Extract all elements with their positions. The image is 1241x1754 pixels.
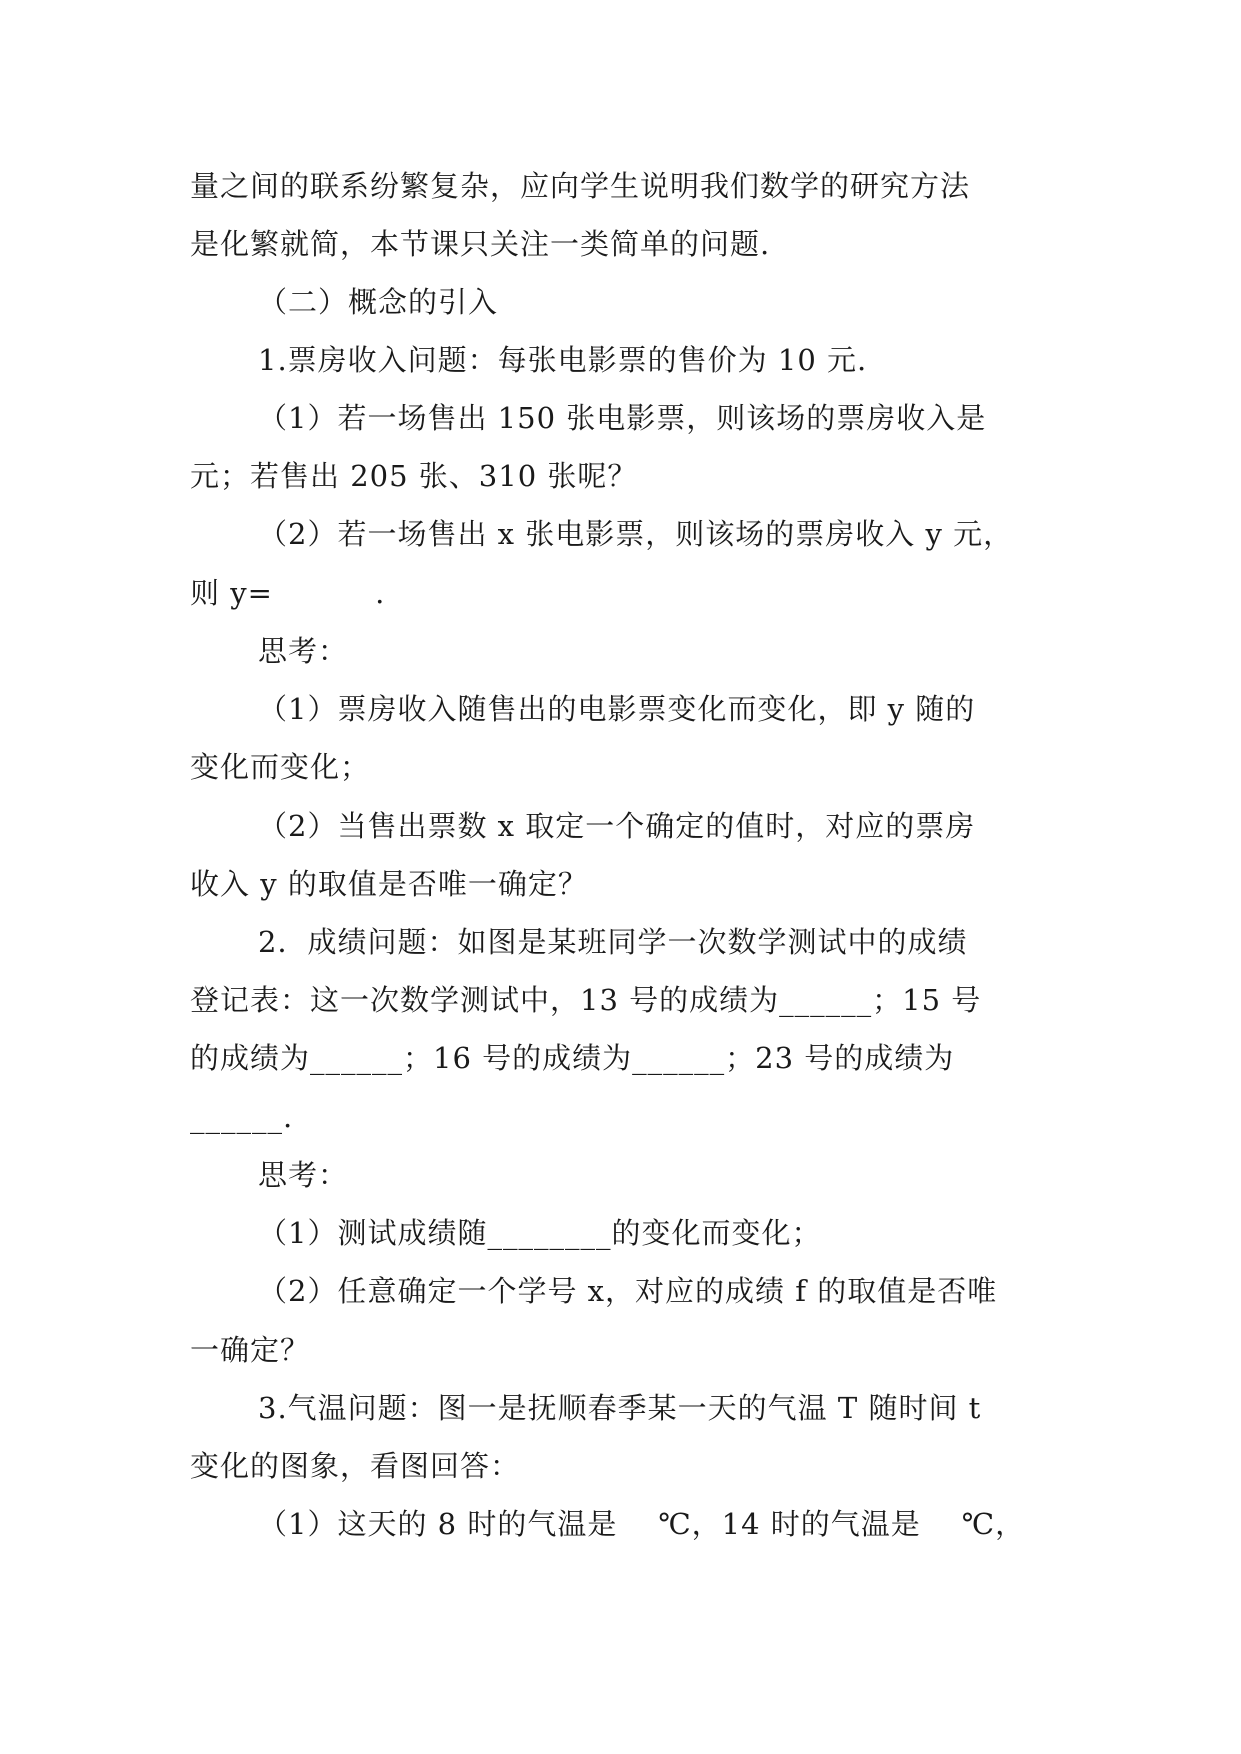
text-line: （1）测试成绩随________的变化而变化； — [258, 1216, 822, 1250]
problem-heading: 1.票房收入问题：每张电影票的售价为 10 元. — [258, 343, 868, 377]
problem-heading: 3.气温问题：图一是抚顺春季某一天的气温 T 随时间 t — [258, 1391, 982, 1425]
text-line: 则 y= . — [190, 576, 386, 610]
text-line: （2）若一场售出 x 张电影票，则该场的票房收入 y 元， — [258, 517, 1014, 551]
text-line: （1）票房收入随售出的电影票变化而变化，即 y 随的 — [258, 692, 976, 726]
text-line: 元；若售出 205 张、310 张呢？ — [190, 459, 638, 493]
text-line: 的成绩为______；16 号的成绩为______；23 号的成绩为 — [190, 1041, 955, 1075]
text-line: 量之间的联系纷繁复杂，应向学生说明我们数学的研究方法 — [190, 169, 971, 203]
text-line: 收入 y 的取值是否唯一确定？ — [190, 867, 588, 901]
text-line: 一确定？ — [190, 1333, 311, 1367]
think-heading: 思考： — [258, 634, 349, 668]
text-line: （1）若一场售出 150 张电影票，则该场的票房收入是 — [258, 401, 987, 435]
text-line: ______. — [190, 1100, 294, 1134]
text-line: 是化繁就简，本节课只关注一类简单的问题. — [190, 227, 771, 261]
text-line: 变化而变化； — [190, 750, 371, 784]
think-heading: 思考： — [258, 1158, 349, 1192]
text-line: （2）任意确定一个学号 x，对应的成绩 f 的取值是否唯 — [258, 1274, 998, 1308]
section-heading: （二）概念的引入 — [258, 285, 499, 319]
text-line: 登记表：这一次数学测试中，13 号的成绩为______；15 号 — [190, 983, 982, 1017]
text-line: （2）当售出票数 x 取定一个确定的值时，对应的票房 — [258, 809, 976, 843]
text-line: （1）这天的 8 时的气温是 ℃，14 时的气温是 ℃， — [258, 1507, 1026, 1541]
text-line: 变化的图象，看图回答： — [190, 1449, 521, 1483]
problem-heading: 2．成绩问题：如图是某班同学一次数学测试中的成绩 — [258, 925, 968, 959]
